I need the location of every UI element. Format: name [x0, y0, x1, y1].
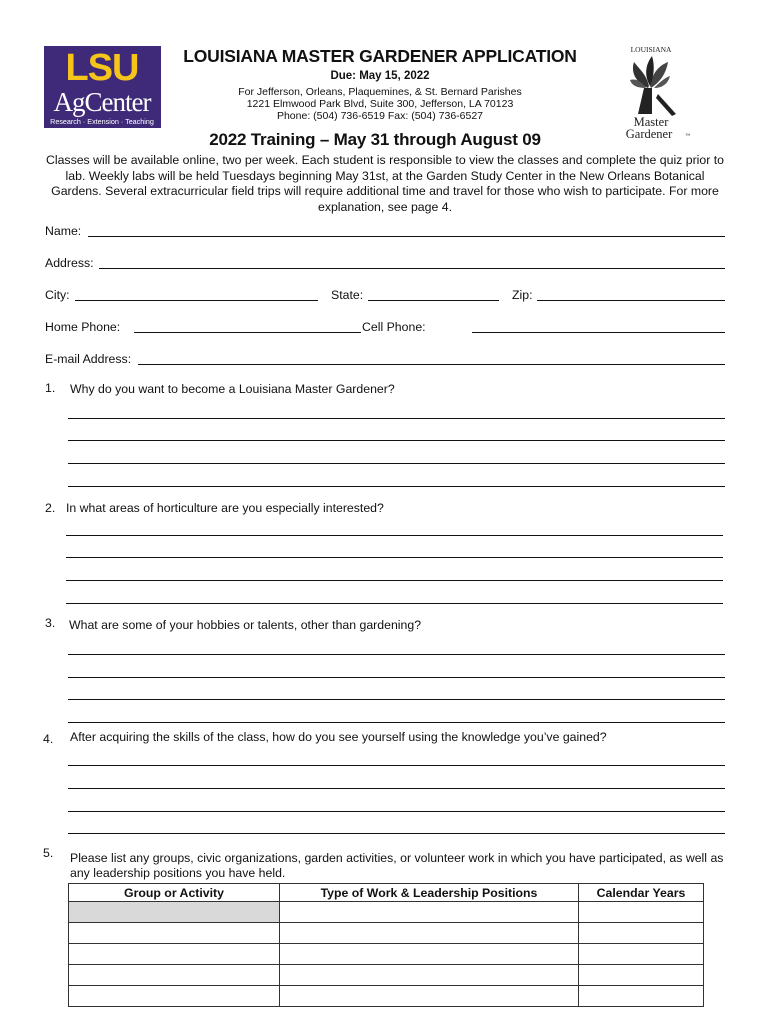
svg-text:Research · Extension · Teachin: Research · Extension · Teaching — [50, 117, 154, 126]
work-cell[interactable] — [280, 986, 579, 1007]
name-label: Name: — [45, 224, 82, 238]
years-cell[interactable] — [579, 965, 704, 986]
svg-text:AgCenter: AgCenter — [53, 87, 151, 117]
state-field[interactable] — [368, 300, 499, 301]
table-row — [69, 944, 704, 965]
answer-4-line[interactable] — [68, 811, 725, 812]
column-header-group: Group or Activity — [69, 884, 280, 902]
question-3-number: 3. — [45, 616, 56, 630]
answer-3-line[interactable] — [68, 699, 725, 700]
answer-2-line[interactable] — [66, 580, 723, 581]
answer-4-line[interactable] — [68, 788, 725, 789]
answer-1-line[interactable] — [68, 486, 725, 487]
due-date: Due: May 15, 2022 — [330, 70, 430, 82]
office-address: 1221 Elmwood Park Blvd, Suite 300, Jefferson, LA 70123 — [246, 98, 514, 110]
svg-text:LOUISIANA: LOUISIANA — [630, 45, 672, 54]
column-header-work: Type of Work & Leadership Positions — [280, 884, 579, 902]
group-cell[interactable] — [69, 986, 280, 1007]
answer-1-line[interactable] — [68, 463, 725, 464]
city-field[interactable] — [75, 300, 318, 301]
state-label: State: — [331, 288, 364, 302]
group-cell[interactable] — [69, 902, 280, 923]
activity-table — [68, 883, 704, 1007]
address-field[interactable] — [99, 268, 725, 269]
years-cell[interactable] — [579, 986, 704, 1007]
svg-text:Master: Master — [633, 115, 669, 129]
city-label: City: — [45, 288, 70, 302]
answer-3-line[interactable] — [68, 722, 725, 723]
home-phone-label: Home Phone: — [45, 320, 121, 334]
work-cell[interactable] — [280, 923, 579, 944]
table-header-row — [69, 884, 704, 902]
question-3-text: What are some of your hobbies or talents, other than gardening? — [69, 618, 422, 632]
column-header-years: Calendar Years — [579, 884, 704, 902]
answer-4-line[interactable] — [68, 833, 725, 834]
cell-phone-label: Cell Phone: — [362, 320, 426, 334]
lsu-agcenter-logo — [44, 46, 161, 128]
question-2-text: In what areas of horticulture are you especially interested? — [66, 501, 384, 515]
work-cell[interactable] — [280, 944, 579, 965]
years-cell[interactable] — [579, 923, 704, 944]
answer-3-line[interactable] — [68, 677, 725, 678]
address-label: Address: — [45, 256, 94, 270]
years-cell[interactable] — [579, 944, 704, 965]
question-4-text: After acquiring the skills of the class, how do you see yourself using the knowledge you’ve gained? — [70, 730, 607, 744]
name-field[interactable] — [88, 236, 725, 237]
training-dates: 2022 Training – May 31 through August 09 — [209, 130, 541, 149]
question-1-text: Why do you want to become a Louisiana Master Gardener? — [70, 382, 395, 396]
cell-phone-field[interactable] — [472, 332, 725, 333]
intro-paragraph: Classes will be available online, two per week. Each student is responsible to view the classes and complete the quiz prior to lab. Weekly labs will be held Tuesdays beginning May 31st, at the Garden Study Center in the New Orleans Botanical Gardens. Several extracurricular field trips will require additional time and travel for those who wish to participate. For more explanation, see page 4. — [45, 153, 725, 214]
question-4-number: 4. — [43, 732, 54, 746]
answer-1-line[interactable] — [68, 418, 725, 419]
group-cell[interactable] — [69, 923, 280, 944]
work-cell[interactable] — [280, 902, 579, 923]
table-row — [69, 902, 704, 923]
parishes-line: For Jefferson, Orleans, Plaquemines, & St. Bernard Parishes — [238, 86, 522, 98]
zip-label: Zip: — [512, 288, 533, 302]
table-row — [69, 965, 704, 986]
question-1-number: 1. — [45, 381, 56, 395]
svg-text:LSU: LSU — [65, 47, 139, 89]
work-cell[interactable] — [280, 965, 579, 986]
email-field[interactable] — [138, 364, 725, 365]
form-title: LOUISIANA MASTER GARDENER APPLICATION — [183, 46, 577, 66]
home-phone-field[interactable] — [134, 332, 361, 333]
answer-2-line[interactable] — [66, 557, 723, 558]
question-5-text: Please list any groups, civic organizations, garden activities, or volunteer work in which you have participated, as well as any leadership positions you have held. — [70, 851, 724, 880]
svg-text:Gardener: Gardener — [625, 127, 673, 141]
group-cell[interactable] — [69, 965, 280, 986]
years-cell[interactable] — [579, 902, 704, 923]
question-5-number: 5. — [43, 846, 54, 860]
office-phone: Phone: (504) 736-6519 Fax: (504) 736-6527 — [276, 110, 484, 122]
svg-text:™: ™ — [685, 134, 690, 139]
table-row — [69, 923, 704, 944]
answer-4-line[interactable] — [68, 765, 725, 766]
group-cell[interactable] — [69, 944, 280, 965]
answer-2-line[interactable] — [66, 535, 723, 536]
table-row — [69, 986, 704, 1007]
email-label: E-mail Address: — [45, 352, 132, 366]
question-2-number: 2. — [45, 501, 56, 515]
answer-2-line[interactable] — [66, 603, 723, 604]
answer-3-line[interactable] — [68, 654, 725, 655]
answer-1-line[interactable] — [68, 440, 725, 441]
zip-field[interactable] — [537, 300, 725, 301]
master-gardener-logo — [608, 44, 694, 144]
